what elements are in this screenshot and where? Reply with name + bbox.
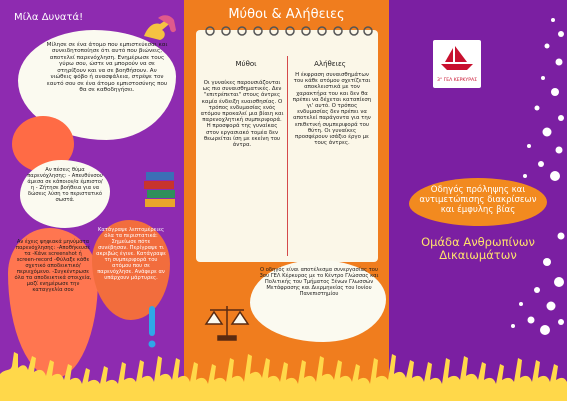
- digital-text: Αν έχεις ψηφιακά μηνύματα παρενόχλησης: -Αποθήκευσέ τα -Κάνε screenshot ή screen-record -Φύλαξε κάθε σχετικό αποδεικτικό/περιεχόμενο. -Συγκέντρωσε όλα τα αποδεικτικά στοιχεία, μαζί ενημέρωσε την καταγγελία σου: [14, 239, 92, 293]
- speak-up-title: Μίλα Δυνατά!: [14, 12, 84, 23]
- record-text: Κατάγραψε λεπτομέρειες όλα τα περιστατικά: Σημείωσε πότε συνέβησαν. Περίγραψε τι ακριβώς έγινε. Κατάγραψε τη συμπεριφορά του ατόμου που σε παρενόχλησε. Ανάφερε αν υπάρχουν μάρτυρες.: [96, 227, 166, 281]
- books-icon: [142, 166, 178, 208]
- myths-text: Οι γυναίκες παρουσιάζονται ως πιο συναισθηματικές. Δεν "επιτρέπεται" στους άντρες καμία ένδειξη ευαισθησίας. Ο τρόπος ενδυμασίας ενός ατόμου προκαλεί μια βίαιη και παρενοχλητική συμπεριφορά. Η προσφορά της γυναίκας στον εργασιακό τομέα δεν θεωρείται ίση με εκείνη του άντρα.: [200, 80, 284, 149]
- victim-text: Αν πέσεις θύμα παρενόχλησης: - Απευθύνσου άμεσα σε κάποιον/α έμπιστο/η - Ζήτησε βοήθεια για να δώσεις λύση το περιστατικό σωστά.: [27, 167, 103, 203]
- notebook-rings-icon: [196, 24, 378, 38]
- truths-header: Αλήθειες: [314, 60, 346, 68]
- ship-icon: [433, 40, 481, 76]
- school-logo-text: 3° ΓΕΛ ΚΕΡΚΥΡΑΣ: [436, 78, 478, 83]
- guide-title: Οδηγός πρόληψης και αντιμετώπισης διακρίσεων και έμφυλης βίας: [419, 185, 537, 215]
- crowd-silhouette-icon: [0, 338, 567, 401]
- credits-text: Ο οδηγός είναι αποτέλεσμα συνεργασίας του 3ου ΓΕΛ Κέρκυρας με το Κέντρο Γλώσσας και Πολιτικής του Τμήματος Ξένων Γλωσσών Μετάφρασης και Διερμηνείας του Ιονίου Πανεπιστημίου: [259, 267, 379, 297]
- team-title: Ομάδα Ανθρωπίνων Δικαιωμάτων: [421, 235, 535, 263]
- column-divider: [287, 56, 288, 256]
- truths-text: Η έκφραση συναισθημάτων του κάθε ατόμου σχετίζεται αποκλειστικά με τον χαρακτήρα του και δεν θα πρέπει να δέχεται καταπίεση γι' αυτό. Ο τρόπος ενδυμασίας δεν πρέπει να αποτελεί παράγοντα για την επιθετική συμπεριφορά του θύτη. Οι γυναίκες προσφέρουν ισάξιο έργο με τους άντρες.: [292, 72, 372, 147]
- advice-text: Μίλησε σε ένα άτομο που εμπιστεύεσαι και συνειδητοποίησε ότι αυτό που βιώνεις, αποτελεί παρενόχληση. Ενημέρωσε τους γύρω σου, ώστε να μπορούν να σε στηρίξουν και να σε βοηθήσουν. Αν νιώθεις φόβο ή ανασφάλεια, στρέψε τον εαυτό σου σε ένα άτομο εμπιστοσύνης που θα σε καθοδηγήσει.: [46, 42, 168, 93]
- myths-truths-title: Μύθοι & Αλήθειες: [228, 7, 345, 22]
- myths-header: Μύθοι: [235, 60, 257, 68]
